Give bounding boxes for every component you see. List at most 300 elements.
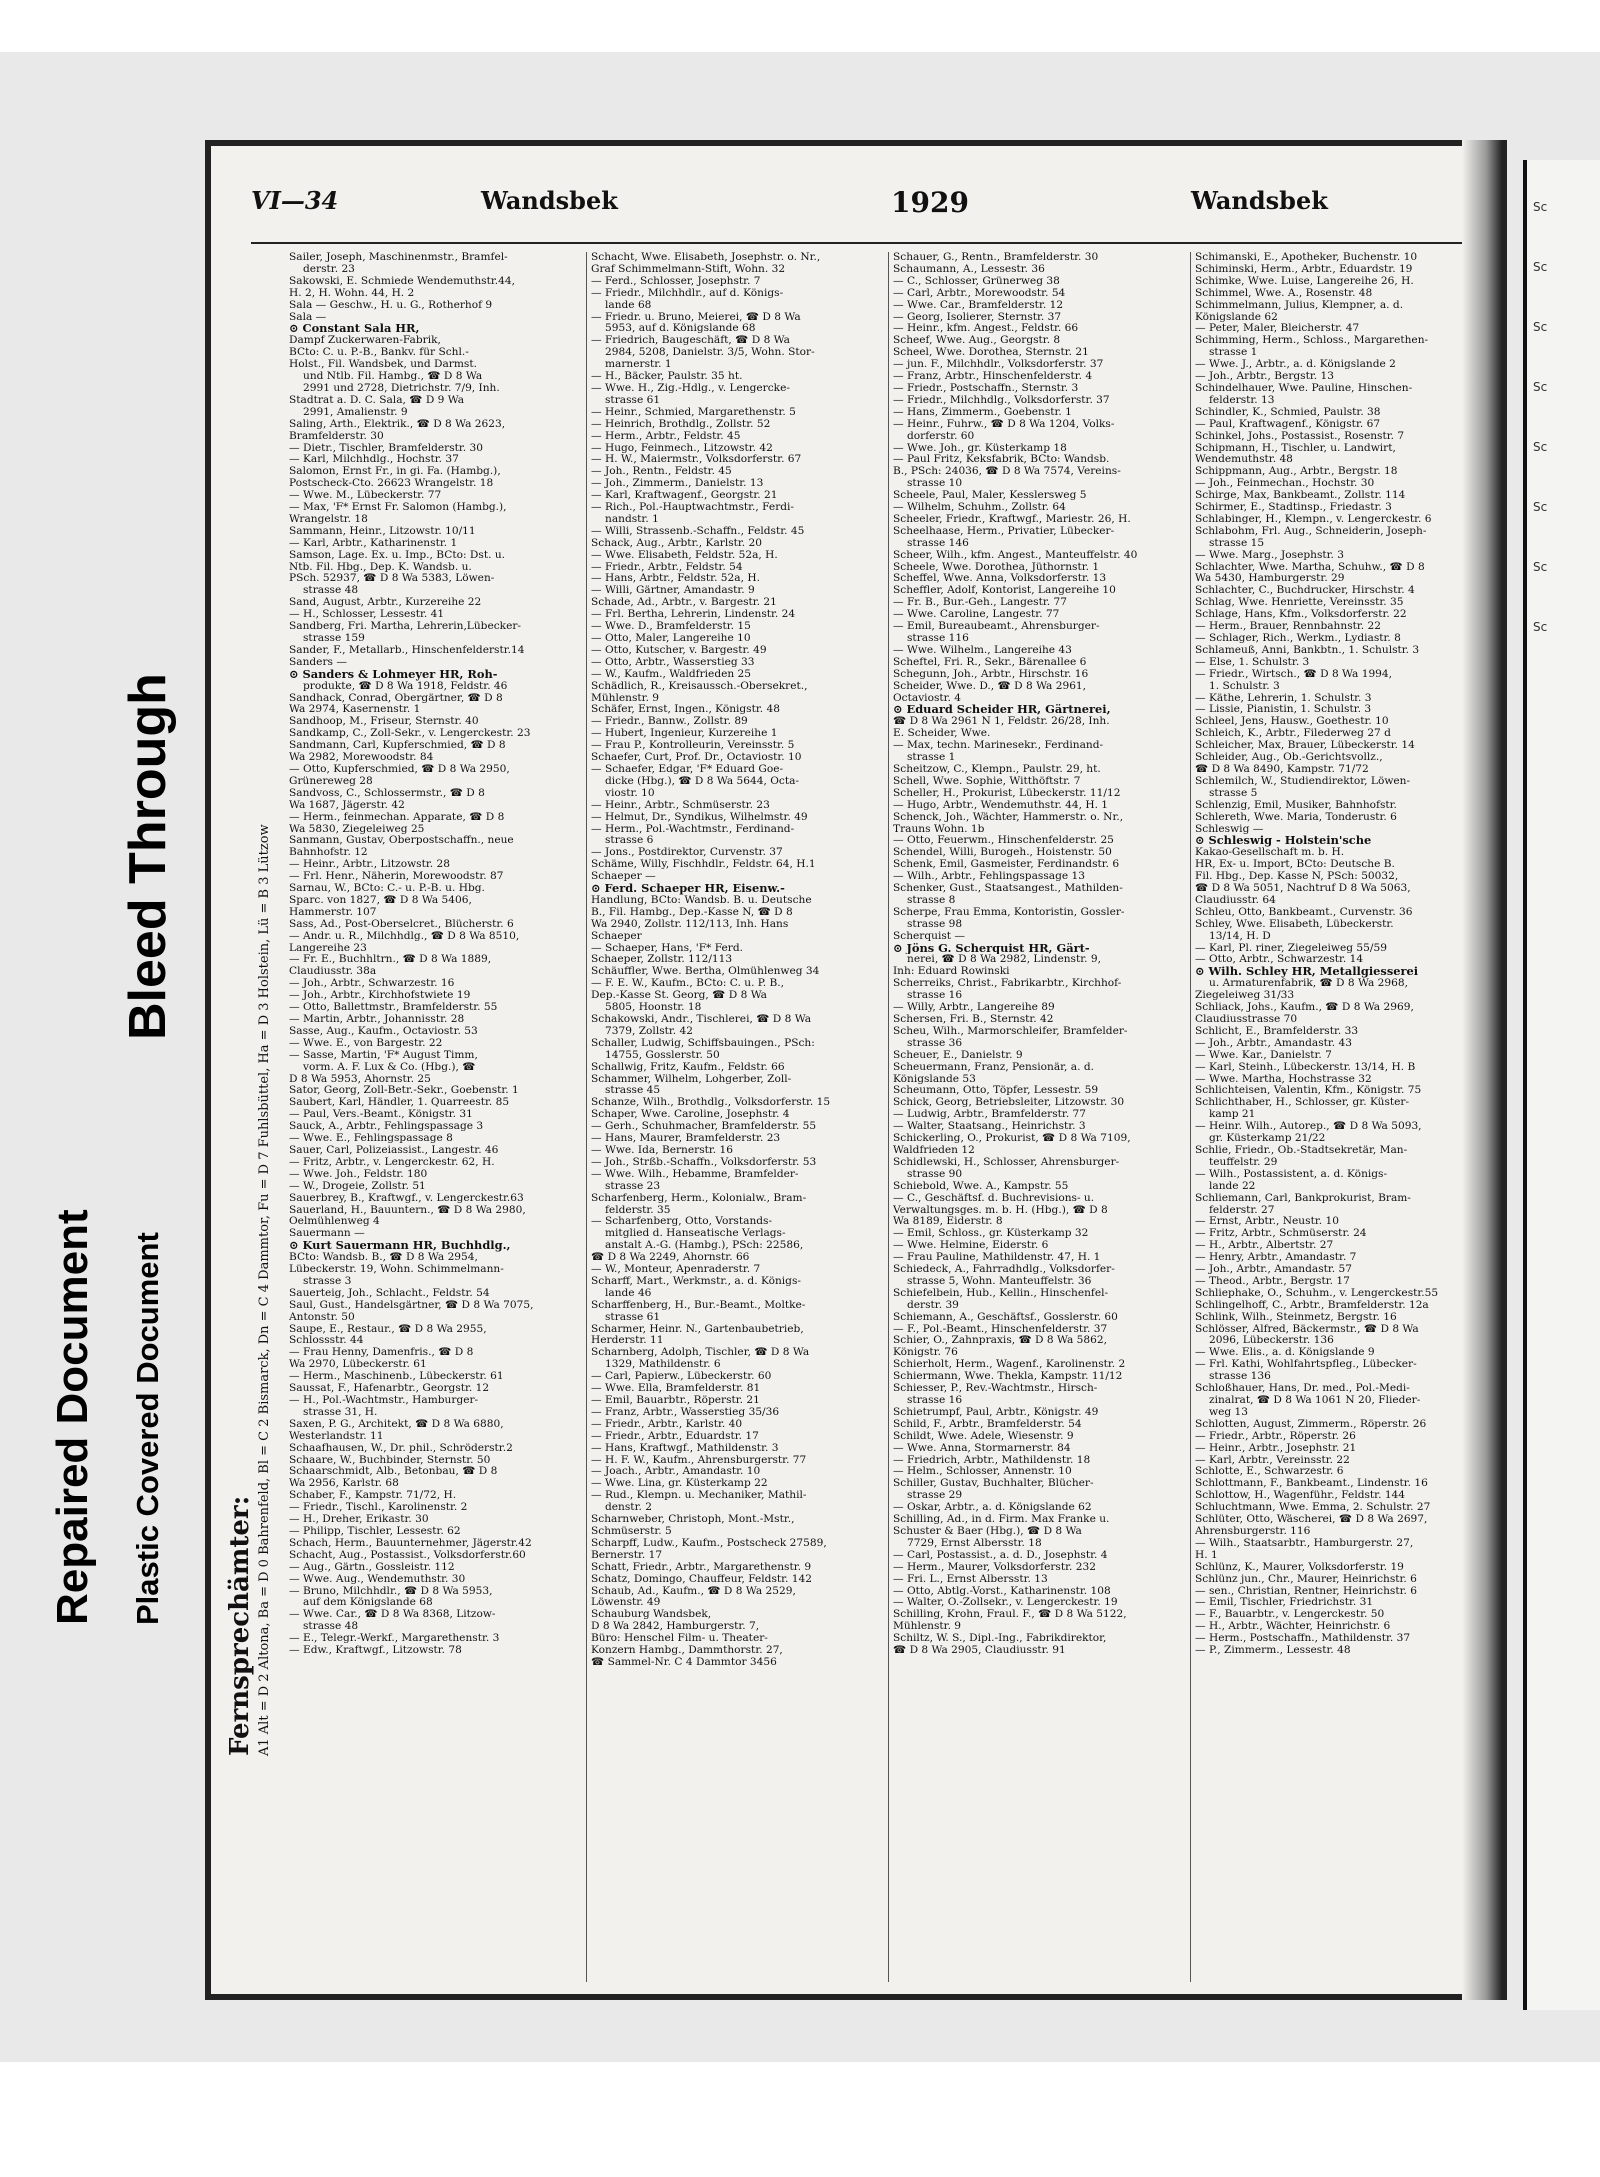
directory-entry-line: — Schlager, Rich., Werkm., Lydiastr. 8 xyxy=(1195,633,1401,644)
directory-entry-line: 5953, auf d. Königslande 68 xyxy=(605,323,756,335)
directory-entry-line: ☎ D 8 Wa 2249, Ahornstr. 66 xyxy=(591,1252,750,1264)
directory-entry-line: weg 13 xyxy=(1209,1406,1248,1418)
directory-entry-line: Mühlenstr. 9 xyxy=(591,692,660,704)
directory-entry-line: — Karl, Kraftwagenf., Georgstr. 21 xyxy=(591,490,778,502)
directory-entry-line: — Frau Pauline, Mathildenstr. 47, H. 1 xyxy=(893,1252,1101,1264)
directory-entry-line: — Theod., Arbtr., Bergstr. 17 xyxy=(1195,1275,1350,1287)
directory-entry-line: — Heinrich, Brothdlg., Zollstr. 52 xyxy=(591,418,771,430)
directory-entry-line: HR, Ex- u. Import, BCto: Deutsche B. xyxy=(1195,859,1395,871)
directory-entry-line: — Willi, Gärtner, Amandastr. 9 xyxy=(591,585,755,597)
adjacent-page-fragment: Sc xyxy=(1533,320,1548,334)
directory-entry-line: Schleswig — xyxy=(1195,823,1264,835)
directory-entry-line: — Max, 'F* Ernst Fr. Salomon (Hambg.), xyxy=(289,502,507,514)
directory-entry-line: Scheelhaase, Herm., Privatier, Lübecker- xyxy=(893,525,1115,537)
directory-entry-line: Scherpe, Frau Emma, Kontoristin, Gossler- xyxy=(893,906,1125,918)
adjacent-page-fragment: Sc xyxy=(1533,440,1548,454)
directory-entry-line: — Joh., Zimmerm., Danielstr. 13 xyxy=(591,478,764,490)
directory-page xyxy=(205,140,1507,2000)
directory-entry-line: Sanders — xyxy=(289,656,347,668)
directory-entry-line: — Wwe. Joh., Feldstr. 180 xyxy=(289,1168,428,1180)
directory-entry-line: — Paul, Vers.-Beamt., Königstr. 31 xyxy=(289,1109,473,1121)
directory-entry-line: strasse 1 xyxy=(1209,347,1258,359)
directory-entry-line: — Wilh., Staatsarbtr., Hamburgerstr. 27, xyxy=(1195,1537,1414,1549)
directory-entry-line: Sarnau, W., BCto: C.- u. P.-B. u. Hbg. xyxy=(289,883,485,895)
directory-entry-line: — Wwe. Car., Bramfelderstr. 12 xyxy=(893,299,1064,311)
adjacent-page-fragment: Sc xyxy=(1533,620,1548,634)
directory-entry-line: ⊙ Constant Sala HR, xyxy=(289,323,420,336)
directory-entry-line: — Georg, Isolierer, Sternstr. 37 xyxy=(893,311,1062,323)
directory-entry-line: H. 2, H. Wohn. 44, H. 2 xyxy=(289,287,415,299)
directory-entry-line: — Wwe. Ida, Bernerstr. 16 xyxy=(591,1144,734,1156)
directory-entry-line: Schloßhauer, Hans, Dr. med., Pol.-Medi- xyxy=(1195,1383,1410,1395)
directory-entry-line: Scherquist — xyxy=(893,930,965,942)
directory-entry-line: Scharmer, Heinr. N., Gartenbaubetrieb, xyxy=(591,1323,804,1335)
directory-entry-line: — Herm., Maschinenb., Lübeckerstr. 61 xyxy=(289,1371,504,1383)
directory-entry-line: — Max, techn. Marinesekr., Ferdinand- xyxy=(893,740,1104,752)
directory-entry-line: Sala — Geschw., H. u. G., Rotherhof 9 xyxy=(289,299,493,311)
directory-entry-line: Schaper, Wwe. Caroline, Josephstr. 4 xyxy=(591,1109,790,1121)
directory-entry-line: — Fr. E., Buchhltrn., ☎ D 8 Wa 1889, xyxy=(289,954,492,966)
directory-entry-line: — Ernst, Arbtr., Neustr. 10 xyxy=(1195,1216,1339,1228)
directory-entry-line: — W., Drogeie, Zollstr. 51 xyxy=(289,1180,426,1192)
directory-entry-line: Ziegeleiweg 31/33 xyxy=(1195,990,1295,1002)
directory-entry-line: Kakao-Gesellschaft m. b. H. xyxy=(1195,847,1345,859)
directory-entry-line: Schlünz, K., Maurer, Volksdorferstr. 19 xyxy=(1195,1561,1404,1573)
directory-entry-line: — Hans, Zimmerm., Goebenstr. 1 xyxy=(893,406,1072,418)
directory-entry-line: strasse 15 xyxy=(1209,537,1265,549)
directory-entry-line: — Dietr., Tischler, Bramfelderstr. 30 xyxy=(289,442,484,454)
directory-entry-line: Schlottmann, F., Bankbeamt., Lindenstr. 16 xyxy=(1195,1478,1428,1490)
directory-entry-line: Schimmelmann, Julius, Klempner, a. d. xyxy=(1195,299,1404,311)
directory-entry-line: Scharffenberg, H., Bur.-Beamt., Moltke- xyxy=(591,1299,806,1311)
directory-entry-line: — Emil, Bureaubeamt., Ahrensburger- xyxy=(893,621,1100,633)
directory-entry-line: — Helmut, Dr., Syndikus, Wilhelmstr. 49 xyxy=(591,811,808,823)
directory-entry-line: Sandhoop, M., Friseur, Sternstr. 40 xyxy=(289,716,479,728)
directory-entry-line: — Martin, Arbtr., Johannisstr. 28 xyxy=(289,1014,465,1025)
directory-entry-line: Schierholt, Herm., Wagenf., Karolinenstr. 2 xyxy=(893,1359,1126,1371)
directory-entry-line: Schiller, Gustav, Buchhalter, Blücher- xyxy=(893,1478,1094,1490)
directory-entry-line: Königstr. 76 xyxy=(893,1347,958,1359)
directory-entry-line: — Heinr., Schmied, Margarethenstr. 5 xyxy=(591,406,796,418)
directory-entry-line: — Friedr., Bannw., Zollstr. 89 xyxy=(591,716,748,728)
directory-entry-line: Sandhack, Conrad, Obergärtner, ☎ D 8 xyxy=(289,692,503,704)
directory-entry-line: H. 1 xyxy=(1195,1549,1218,1561)
directory-entry-line: strasse 90 xyxy=(907,1168,963,1180)
directory-entry-line: Schaub, Ad., Kaufm., ☎ D 8 Wa 2529, xyxy=(591,1585,796,1597)
directory-entry-line: — Franz, Arbtr., Hinschenfelderstr. 4 xyxy=(893,371,1093,383)
directory-entry-line: 7379, Zollstr. 42 xyxy=(605,1025,694,1037)
directory-entry-line: — Otto, Feuerwm., Hinschenfelderstr. 25 xyxy=(893,835,1114,847)
directory-entry-line: anstalt A.-G. (Hambg.), PSch: 22586, xyxy=(605,1240,804,1252)
directory-entry-line: Schaafhausen, W., Dr. phil., Schröderstr.2 xyxy=(289,1442,513,1454)
directory-entry-line: Schaeper — xyxy=(591,871,656,883)
directory-entry-line: Graf Schimmelmann-Stift, Wohn. 32 xyxy=(591,263,786,275)
directory-entry-line: — Fr. B., Bur.-Geh., Langestr. 77 xyxy=(893,597,1067,609)
directory-entry-line: Schiedeck, A., Fahrradhdlg., Volksdorfer- xyxy=(893,1264,1115,1276)
directory-entry-line: Wa 2940, Zollstr. 112/113, Inh. Hans xyxy=(591,918,789,930)
directory-entry-line: Schaller, Ludwig, Schiffsbauingen., PSch: xyxy=(591,1037,815,1049)
directory-entry-line: Scheele, Wwe. Dorothea, Jüthornstr. 1 xyxy=(893,561,1100,573)
directory-entry-line: Ahrensburgerstr. 116 xyxy=(1195,1525,1311,1537)
directory-entry-line: — Emil, Schloss., gr. Küsterkamp 32 xyxy=(893,1228,1089,1240)
column-2 xyxy=(591,252,883,1982)
directory-entry-line: — H., Arbtr., Wächter, Heinrichstr. 6 xyxy=(1195,1621,1391,1633)
directory-entry-line: Schipmann, H., Tischler, u. Landwirt, xyxy=(1195,442,1396,454)
header-rule xyxy=(251,242,1471,244)
directory-entry-line: — Henry, Arbtr., Amandastr. 7 xyxy=(1195,1252,1357,1264)
directory-entry-line: Scheef, Wwe. Aug., Georgstr. 8 xyxy=(893,335,1061,347)
directory-entry-line: Scheffel, Wwe. Anna, Volksdorferstr. 13 xyxy=(893,573,1107,585)
directory-entry-line: dicke (Hbg.), ☎ D 8 Wa 5644, Octa- xyxy=(605,775,799,787)
directory-entry-line: — Herm., Brauer, Rennbahnstr. 22 xyxy=(1195,621,1382,633)
directory-entry-line: — Friedr., Arbtr., Röperstr. 26 xyxy=(1195,1430,1356,1442)
directory-entry-line: — Wwe. H., Zig.-Hdlg., v. Lengercke- xyxy=(591,382,790,394)
directory-entry-line: Löwenstr. 49 xyxy=(591,1597,661,1609)
directory-entry-line: 1329, Mathildenstr. 6 xyxy=(605,1359,721,1371)
archive-labels xyxy=(0,0,205,2177)
directory-entry-line: Verwaltungsges. m. b. H. (Hbg.), ☎ D 8 xyxy=(893,1204,1108,1216)
directory-entry-line: Bernerstr. 17 xyxy=(591,1549,663,1561)
column-1 xyxy=(289,252,581,1982)
directory-entry-line: — Otto, Kupferschmied, ☎ D 8 Wa 2950, xyxy=(289,763,510,775)
directory-entry-line: Wa 1687, Jägerstr. 42 xyxy=(289,799,405,811)
directory-entry-line: — H., Arbtr., Albertstr. 27 xyxy=(1195,1240,1334,1252)
directory-entry-line: — Hans, Arbtr., Feldstr. 52a, H. xyxy=(591,573,760,585)
directory-entry-line: Herderstr. 11 xyxy=(591,1335,664,1347)
directory-entry-line: Scharnberg, Adolph, Tischler, ☎ D 8 Wa xyxy=(591,1347,810,1359)
directory-entry-line: — Herm., Postschaffn., Mathildenstr. 37 xyxy=(1195,1633,1411,1645)
directory-entry-line: ☎ Sammel-Nr. C 4 Dammtor 3456 xyxy=(591,1656,777,1668)
directory-entry-line: — Hans, Maurer, Bramfelderstr. 23 xyxy=(591,1133,781,1145)
place-heading-right: Wandsbek xyxy=(1191,186,1328,215)
directory-entry-line: Schleu, Otto, Bankbeamt., Curvenstr. 36 xyxy=(1195,906,1413,918)
directory-entry-line: — H. F. W., Kaufm., Ahrensburgerstr. 77 xyxy=(591,1454,807,1466)
directory-entry-line: Fil. Hbg., Dep. Kasse N, PSch: 50032, xyxy=(1195,871,1399,883)
directory-entry-line: — Heinr. Wilh., Autorep., ☎ D 8 Wa 5093, xyxy=(1195,1121,1422,1133)
directory-entry-line: — H. W., Maiermstr., Volksdorferstr. 67 xyxy=(591,454,802,466)
directory-entry-line: — Joh., Strßb.-Schaffn., Volksdorferstr. 53 xyxy=(591,1156,817,1168)
directory-entry-line: Schlie, Friedr., Ob.-Stadtsekretär, Man- xyxy=(1195,1144,1408,1156)
directory-entry-line: — Carl, Postassist., a. d. D., Josephstr. 4 xyxy=(893,1549,1108,1561)
directory-entry-line: — F., Pol.-Beamt., Hinschenfelderstr. 37 xyxy=(893,1323,1108,1335)
directory-entry-line: — Franz, Arbtr., Wasserstieg 35/36 xyxy=(591,1406,780,1418)
directory-entry-line: viostr. 10 xyxy=(605,787,655,799)
directory-entry-line: — Heinr., Arbtr., Josephstr. 21 xyxy=(1195,1442,1357,1454)
directory-entry-line: Sandkamp, C., Zoll-Sekr., v. Lengerckestr. 23 xyxy=(289,728,531,740)
directory-entry-line: Königslande 62 xyxy=(1195,311,1278,323)
directory-entry-line: — Wwe. Marg., Josephstr. 3 xyxy=(1195,549,1345,561)
directory-entry-line: ⊙ Sanders & Lohmeyer HR, Roh- xyxy=(289,668,498,681)
directory-entry-line: — sen., Christian, Rentner, Heinrichstr. 6 xyxy=(1195,1585,1417,1597)
directory-entry-line: Schmüserstr. 5 xyxy=(591,1525,672,1537)
directory-entry-line: — Wwe. Kar., Danielstr. 7 xyxy=(1195,1049,1332,1061)
directory-entry-line: Schleider, Aug., Ob.-Gerichtsvollz., xyxy=(1195,752,1383,764)
directory-entry-line: Schlag, Wwe. Henriette, Vereinsstr. 35 xyxy=(1195,597,1404,609)
directory-entry-line: Scharnweber, Christoph, Mont.-Mstr., xyxy=(591,1514,795,1526)
directory-entry-line: — Friedrich, Arbtr., Mathildenstr. 18 xyxy=(893,1454,1091,1466)
directory-entry-line: lande 68 xyxy=(605,299,652,311)
directory-entry-line: Scheuer, E., Danielstr. 9 xyxy=(893,1049,1023,1061)
directory-entry-line: Wa 2982, Morewoodstr. 84 xyxy=(289,752,434,764)
directory-entry-line: — Wwe. E., Fehlingspassage 8 xyxy=(289,1133,453,1145)
directory-entry-line: — Wwe. J., Arbtr., a. d. Königslande 2 xyxy=(1195,359,1396,371)
directory-entry-line: Sauck, A., Arbtr., Fehlingspassage 3 xyxy=(289,1121,484,1133)
directory-entry-line: — Friedr., Arbtr., Eduardstr. 17 xyxy=(591,1430,759,1442)
directory-entry-line: PSch. 52937, ☎ D 8 Wa 5383, Löwen- xyxy=(289,573,495,585)
directory-entry-line: BCto: C. u. P.-B., Bankv. für Schl.- xyxy=(289,347,469,359)
directory-entry-line: — Carl, Papierw., Lübeckerstr. 60 xyxy=(591,1371,772,1383)
directory-entry-line: Schaefer, Curt, Prof. Dr., Octaviostr. 10 xyxy=(591,752,802,764)
adjacent-page-fragment: Sc xyxy=(1533,380,1548,394)
directory-entry-line: — H., Pol.-Wachtmstr., Hamburger- xyxy=(289,1395,479,1406)
directory-entry-line: — Gerh., Schuhmacher, Bramfelderstr. 55 xyxy=(591,1121,817,1133)
directory-entry-line: Schildt, Wwe. Adele, Wiesenstr. 9 xyxy=(893,1430,1074,1442)
directory-entry-line: Schlotte, E., Schwarzestr. 6 xyxy=(1195,1466,1344,1478)
directory-entry-line: — Joh., Arbtr., Amandastr. 43 xyxy=(1195,1037,1353,1049)
directory-entry-line: Sator, Georg, Zoll-Betr.-Sekr., Goebenstr. 1 xyxy=(289,1085,519,1097)
directory-entry-line: Grünereweg 28 xyxy=(289,775,373,787)
directory-entry-line: strasse 23 xyxy=(605,1180,661,1192)
directory-entry-line: Scheitzow, C., Klempn., Paulstr. 29, ht. xyxy=(893,763,1101,775)
phone-exchange-heading: Fernsprechämter: xyxy=(225,1495,255,1756)
directory-entry-line: — Rich., Pol.-Hauptwachtmstr., Ferdi- xyxy=(591,502,795,514)
directory-entry-line: Westerlandstr. 11 xyxy=(289,1430,384,1442)
directory-entry-line: Inh: Eduard Rowinski xyxy=(893,966,1010,978)
directory-entry-line: Dampf Zuckerwaren-Fabrik, xyxy=(289,335,441,347)
directory-entry-line: felderstr. 35 xyxy=(605,1204,671,1216)
directory-entry-line: Schuster & Baer (Hbg.), ☎ D 8 Wa xyxy=(893,1525,1082,1537)
directory-entry-line: — Friedr., Arbtr., Karlstr. 40 xyxy=(591,1418,743,1430)
directory-entry-line: strasse 6 xyxy=(605,835,654,847)
directory-entry-line: — Wwe. D., Bramfelderstr. 15 xyxy=(591,621,751,633)
adjacent-page-edge xyxy=(1523,160,1600,2010)
directory-entry-line: Schiltz, W. S., Dipl.-Ing., Fabrikdirektor, xyxy=(893,1633,1107,1645)
directory-entry-line: — Paul Fritz, Keksfabrik, BCto: Wandsb. xyxy=(893,454,1110,466)
directory-entry-line: Schirmer, E., Stadtinsp., Friedastr. 3 xyxy=(1195,502,1392,514)
directory-entry-line: — Jons., Postdirektor, Curvenstr. 37 xyxy=(591,847,783,859)
bleed-through-label: Bleed Through xyxy=(119,673,177,1040)
directory-entry-line: strasse 29 xyxy=(907,1490,963,1502)
directory-entry-line: Sass, Ad., Post-Oberselcret., Blücherstr. 6 xyxy=(289,918,514,930)
directory-entry-line: — Emil, Tischler, Friedrichstr. 31 xyxy=(1195,1597,1374,1609)
directory-entry-line: Schädlich, R., Kreisaussch.-Obersekret., xyxy=(591,680,808,692)
directory-entry-line: Sakowski, E. Schmiede Wendemuthstr.44, xyxy=(289,275,515,287)
directory-entry-line: Schlossstr. 44 xyxy=(289,1335,364,1347)
directory-entry-line: — Frau Henny, Damenfris., ☎ D 8 xyxy=(289,1347,474,1359)
directory-entry-line: Schaeper, Zollstr. 112/113 xyxy=(591,954,733,966)
directory-entry-line: und Ntlb. Fil. Hambg., ☎ D 8 Wa xyxy=(303,371,483,383)
directory-entry-line: Königslande 53 xyxy=(893,1073,976,1085)
directory-entry-line: strasse 146 xyxy=(907,537,969,549)
directory-entry-line: Scheider, Wwe. D., ☎ D 8 Wa 2961, xyxy=(893,680,1087,692)
directory-entry-line: Schach, Herm., Bauunternehmer, Jägerstr.42 xyxy=(289,1537,532,1549)
directory-entry-line: — Oskar, Arbtr., a. d. Königslande 62 xyxy=(893,1502,1092,1514)
directory-entry-line: — Hubert, Ingenieur, Kurzereihe 1 xyxy=(591,728,778,740)
directory-entry-line: kamp 21 xyxy=(1209,1109,1256,1121)
directory-entry-line: — Karl, Pl. riner, Ziegeleiweg 55/59 xyxy=(1195,942,1387,954)
directory-entry-line: Schammer, Wilhelm, Lohgerber, Zoll- xyxy=(591,1073,792,1085)
directory-entry-line: Wendemuthstr. 48 xyxy=(1195,454,1293,466)
page-number: VI—34 xyxy=(251,186,339,215)
directory-entry-line: Wa 2956, Karlstr. 68 xyxy=(289,1478,399,1490)
directory-entry-line: Schliack, Johs., Kaufm., ☎ D 8 Wa 2969, xyxy=(1195,1002,1414,1014)
directory-entry-line: — Else, 1. Schulstr. 3 xyxy=(1195,656,1310,668)
directory-entry-line: — Edw., Kraftwgf., Litzowstr. 78 xyxy=(289,1645,462,1657)
directory-entry-line: — Hugo, Arbtr., Wendemuthstr. 44, H. 1 xyxy=(893,799,1109,811)
directory-entry-line: 7729, Ernst Albersstr. 18 xyxy=(907,1537,1042,1549)
directory-entry-line: Schenck, Joh., Wächter, Hammerstr. o. Nr., xyxy=(893,811,1124,823)
directory-entry-line: — Wwe. E., von Bargestr. 22 xyxy=(289,1037,443,1049)
directory-entry-line: Postscheck-Cto. 26623 Wrangelstr. 18 xyxy=(289,478,494,490)
directory-entry-line: Octaviostr. 4 xyxy=(893,692,962,704)
directory-entry-line: strasse 45 xyxy=(605,1085,661,1097)
directory-entry-line: ☎ D 8 Wa 2905, Claudiusstr. 91 xyxy=(893,1645,1066,1657)
directory-entry-line: — C., Schlosser, Grünerweg 38 xyxy=(893,275,1060,287)
directory-entry-line: Stadtrat a. D. C. Sala, ☎ D 9 Wa xyxy=(289,394,465,406)
directory-entry-line: Sauerteig, Joh., Schlacht., Feldstr. 54 xyxy=(289,1287,490,1299)
directory-entry-line: ☎ D 8 Wa 8490, Kampstr. 71/72 xyxy=(1195,763,1369,775)
directory-entry-line: Scheftel, Fri. R., Sekr., Bärenallee 6 xyxy=(893,656,1087,668)
directory-entry-line: Schatt, Friedr., Arbtr., Margarethenstr. 9 xyxy=(591,1561,812,1573)
directory-entry-line: Langereihe 23 xyxy=(289,942,367,954)
directory-entry-line: strasse 136 xyxy=(1209,1371,1271,1383)
directory-entry-line: — Hugo, Feinmech., Litzowstr. 42 xyxy=(591,442,773,454)
directory-entry-line: vorm. A. F. Lux & Co. (Hbg.), ☎ xyxy=(303,1061,476,1073)
adjacent-page-fragment: Sc xyxy=(1533,500,1548,514)
directory-entry-line: — Wwe. Wilhelm., Langereihe 43 xyxy=(893,644,1072,656)
directory-entry-line: — Aug., Gärtn., Gossleistr. 112 xyxy=(289,1561,455,1573)
directory-entry-line: Schlingelhoff, C., Arbtr., Bramfelderstr. 12a xyxy=(1195,1299,1429,1311)
directory-entry-line: — Friedr. u. Bruno, Meierei, ☎ D 8 Wa xyxy=(591,311,801,323)
directory-entry-line: — Frl. Bertha, Lehrerin, Lindenstr. 24 xyxy=(591,609,796,621)
directory-entry-line: strasse 61 xyxy=(605,1311,661,1323)
directory-entry-line: Schlachter, Wwe. Martha, Schuhw., ☎ D 8 xyxy=(1195,561,1425,573)
directory-entry-line: Schild, F., Arbtr., Bramfelderstr. 54 xyxy=(893,1418,1082,1430)
directory-entry-line: — jun. F., Milchhdlr., Volksdorferstr. 37 xyxy=(893,359,1104,371)
directory-entry-line: Dep.-Kasse St. Georg, ☎ D 8 Wa xyxy=(591,990,767,1002)
directory-entry-line: Schäfer, Ernst, Ingen., Königstr. 48 xyxy=(591,704,780,716)
directory-entry-line: nandstr. 1 xyxy=(605,513,659,525)
directory-entry-line: auf dem Königslande 68 xyxy=(303,1597,433,1609)
directory-entry-line: — Friedr., Postschaffn., Sternstr. 3 xyxy=(893,382,1079,394)
directory-entry-line: mitglied d. Hanseatische Verlags- xyxy=(605,1228,786,1240)
directory-entry-line: Sauerbrey, B., Kraftwgf., v. Lengerckestr.63 xyxy=(289,1192,524,1204)
directory-entry-line: Schimming, Herm., Schloss., Margarethen- xyxy=(1195,335,1429,347)
directory-entry-line: — Carl, Arbtr., Morewoodstr. 54 xyxy=(893,287,1066,299)
column-rule xyxy=(1190,252,1191,1982)
directory-entry-line: Trauns Wohn. 1b xyxy=(893,823,985,835)
directory-entry-line: Salomon, Ernst Fr., in gi. Fa. (Hambg.), xyxy=(289,466,501,478)
column-rule xyxy=(888,252,889,1982)
directory-entry-line: — Wwe. Wilh., Hebamme, Bramfelder- xyxy=(591,1168,799,1180)
plastic-covered-label: Plastic Covered Document xyxy=(130,1232,165,1625)
directory-entry-line: Schatz, Domingo, Chauffeur, Feldstr. 142 xyxy=(591,1573,813,1585)
directory-entry-line: Schlereth, Wwe. Maria, Tonderustr. 6 xyxy=(1195,811,1397,823)
directory-entry-line: dorferstr. 60 xyxy=(907,430,975,442)
directory-entry-line: — Otto, Arbtr., Schwarzestr. 14 xyxy=(1195,954,1364,966)
directory-entry-line: Schleicher, Max, Brauer, Lübeckerstr. 14 xyxy=(1195,740,1415,752)
directory-entry-line: Bahnhofstr. 12 xyxy=(289,847,368,859)
directory-entry-line: Büro: Henschel Film- u. Theater- xyxy=(591,1633,768,1645)
directory-entry-line: Scherreiks, Christ., Fabrikarbtr., Kirchhof- xyxy=(893,978,1122,990)
directory-entry-line: Schiminski, Herm., Arbtr., Eduardstr. 19 xyxy=(1195,263,1413,275)
directory-entry-line: — Joh., Rentn., Feldstr. 45 xyxy=(591,466,732,478)
directory-entry-line: Schäuffler, Wwe. Bertha, Ölmühlenweg 34 xyxy=(591,966,820,978)
directory-entry-line: Sauerland, H., Bauuntern., ☎ D 8 Wa 2980, xyxy=(289,1204,526,1216)
directory-entry-line: — E., Telegr.-Werkf., Margarethenstr. 3 xyxy=(289,1633,500,1645)
directory-entry-line: — Wilhelm, Schuhm., Zollstr. 64 xyxy=(893,502,1066,514)
directory-entry-line: Sauermann — xyxy=(289,1228,365,1240)
directory-entry-line: Sandmann, Carl, Kupferschmied, ☎ D 8 xyxy=(289,740,506,752)
directory-entry-line: strasse 16 xyxy=(907,990,963,1002)
directory-entry-line: — Otto, Maler, Langereihe 10 xyxy=(591,633,751,644)
directory-entry-line: Schinkel, Johs., Postassist., Rosenstr. 7 xyxy=(1195,430,1405,442)
directory-entry-line: — Fritz, Arbtr., v. Lengerckestr. 62, H. xyxy=(289,1156,495,1168)
directory-entry-line: strasse 116 xyxy=(907,633,969,644)
directory-entry-line: — Wwe. Helmine, Eiderstr. 6 xyxy=(893,1240,1049,1252)
directory-entry-line: Scheumann, Otto, Töpfer, Lessestr. 59 xyxy=(893,1085,1099,1097)
directory-entry-line: Sandberg, Fri. Martha, Lehrerin,Lübecker- xyxy=(289,621,521,633)
directory-entry-line: strasse 36 xyxy=(907,1037,963,1049)
directory-entry-line: Schell, Wwe. Sophie, Witthöftstr. 7 xyxy=(893,775,1081,787)
directory-entry-line: Sparc. von 1827, ☎ D 8 Wa 5406, xyxy=(289,894,472,906)
directory-entry-line: — Wwe. Ella, Bramfelderstr. 81 xyxy=(591,1383,761,1395)
directory-entry-line: Schlicht, E., Bramfelderstr. 33 xyxy=(1195,1025,1359,1037)
directory-entry-line: Schenk, Emil, Gasmeister, Ferdinandstr. 6 xyxy=(893,859,1120,871)
directory-entry-line: Schlüter, Otto, Wäscherei, ☎ D 8 Wa 2697, xyxy=(1195,1514,1428,1526)
directory-entry-line: Schaumann, A., Lessestr. 36 xyxy=(893,263,1045,275)
adjacent-page-fragment: Sc xyxy=(1533,260,1548,274)
directory-entry-line: Schiesser, P., Rev.-Wachtmstr., Hirsch- xyxy=(893,1383,1098,1395)
directory-entry-line: — Fri. L., Ernst Albersstr. 13 xyxy=(893,1573,1048,1585)
directory-entry-line: Scheller, H., Prokurist, Lübeckerstr. 11/12 xyxy=(893,787,1121,799)
directory-entry-line: Schindler, K., Schmied, Paulstr. 38 xyxy=(1195,406,1381,418)
directory-entry-line: felderstr. 13 xyxy=(1209,394,1275,406)
directory-entry-line: — Herm., Pol.-Wachtmstr., Ferdinand- xyxy=(591,823,795,835)
directory-entry-line: — H., Dreher, Erikastr. 30 xyxy=(289,1514,429,1526)
directory-entry-line: — Andr. u. R., Milchhdlg., ☎ D 8 Wa 8510, xyxy=(289,930,520,942)
directory-entry-line: produkte, ☎ D 8 Wa 1918, Feldstr. 46 xyxy=(303,680,508,692)
directory-entry-line: — Friedrich, Baugeschäft, ☎ D 8 Wa xyxy=(591,335,790,347)
directory-entry-line: gr. Küsterkamp 21/22 xyxy=(1209,1133,1326,1145)
adjacent-page-fragment: Sc xyxy=(1533,560,1548,574)
book-spine-shadow xyxy=(1462,140,1502,2000)
directory-entry-line: — Wilh., Postassistent, a. d. Königs- xyxy=(1195,1168,1388,1180)
directory-entry-line: ⊙ Eduard Scheider HR, Gärtnerei, xyxy=(893,704,1111,717)
directory-entry-line: strasse 159 xyxy=(303,633,365,644)
directory-entry-line: Wa 2970, Lübeckerstr. 61 xyxy=(289,1359,427,1371)
directory-entry-line: Schauer, G., Rentn., Bramfelderstr. 30 xyxy=(893,252,1099,263)
directory-entry-line: strasse 16 xyxy=(907,1395,963,1406)
directory-entry-line: — Walter, Staatsang., Heinrichstr. 3 xyxy=(893,1121,1086,1133)
running-head xyxy=(251,186,1481,246)
directory-entry-line: D 8 Wa 5953, Ahornstr. 25 xyxy=(289,1073,431,1085)
year-heading: 1929 xyxy=(891,186,969,219)
directory-entry-line: Schiermann, Wwe. Thekla, Kampstr. 11/12 xyxy=(893,1371,1123,1383)
directory-entry-line: Saubert, Karl, Händler, 1. Quarreestr. 85 xyxy=(289,1097,510,1109)
directory-entry-line: Saul, Gust., Handelsgärtner, ☎ D 8 Wa 7075, xyxy=(289,1299,534,1311)
directory-entry-line: Schiebold, Wwe. A., Kampstr. 55 xyxy=(893,1180,1069,1192)
directory-entry-line: — Willy, Arbtr., Langereihe 89 xyxy=(893,1002,1055,1014)
directory-entry-line: B., Fil. Hambg., Dep.-Kasse N, ☎ D 8 xyxy=(591,906,793,918)
directory-entry-line: BCto: Wandsb. B., ☎ D 8 Wa 2954, xyxy=(289,1252,478,1264)
directory-entry-line: Schiemann, A., Geschäftsf., Gosslerstr. 60 xyxy=(893,1311,1118,1323)
directory-entry-line: Scheel, Wwe. Dorothea, Sternstr. 21 xyxy=(893,347,1089,359)
directory-entry-line: 2096, Lübeckerstr. 136 xyxy=(1209,1335,1334,1347)
directory-entry-line: Saussat, F., Hafenarbtr., Georgstr. 12 xyxy=(289,1383,490,1395)
directory-entry-line: Schakowski, Andr., Tischlerei, ☎ D 8 Wa xyxy=(591,1014,812,1025)
directory-entry-line: Saxen, P. G., Architekt, ☎ D 8 Wa 6880, xyxy=(289,1418,504,1430)
